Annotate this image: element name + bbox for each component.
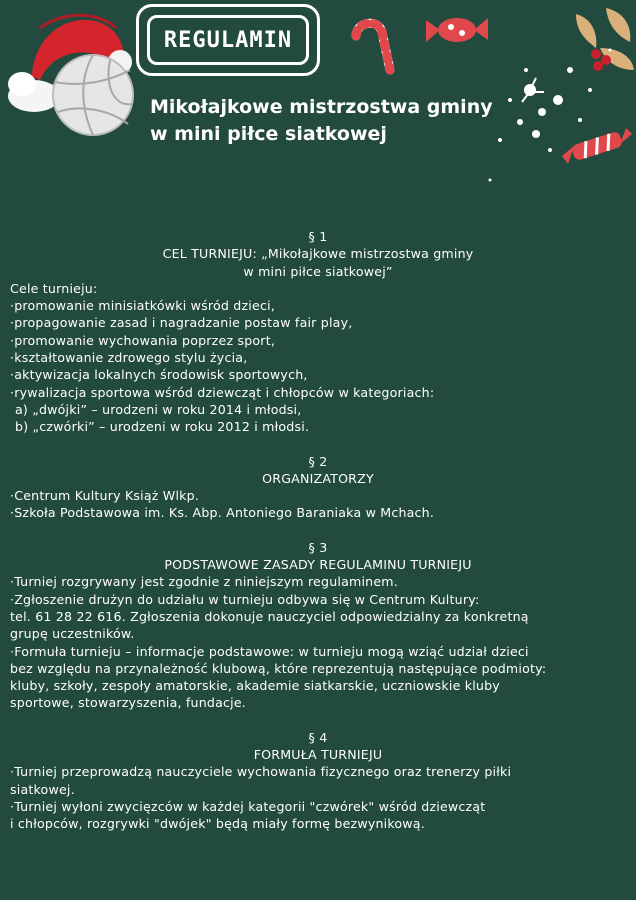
section-title: PODSTAWOWE ZASADY REGULAMINU TURNIEJU [164,557,472,573]
list-item: ·Turniej wyłoni zwycięzców w każdej kategorii "czwórek" wśród dziewcząt [10,798,486,814]
section-title: CEL TURNIEJU: „Mikołajkowe mistrzostwa gminy [162,246,474,262]
section-number: § 4 [308,729,328,745]
list-item: ·aktywizacja lokalnych środowisk sportowych, [10,367,308,383]
section-title: w mini piłce siatkowej” [243,263,393,279]
section-number: § 1 [308,229,328,244]
list-item: b) „czwórki” – urodzeni w roku 2012 i młodsi. [15,419,310,435]
list-item: ·Centrum Kultury Książ Wlkp. [10,488,200,504]
list-item: ·Szkoła Podstawowa im. Ks. Abp. Antoniego Baraniaka w Mchach. [10,505,435,521]
list-item: kluby, szkoły, zespoły amatorskie, akademie siatkarskie, uczniowskie kluby [10,678,500,694]
list-item: ·Turniej rozgrywany jest zgodnie z niniejszym regulaminem. [10,574,398,590]
section-3 [10,539,626,712]
section-number: § 3 [308,539,328,555]
list-item: Cele turnieju: [10,280,98,296]
list-item: ·promowanie wychowania poprzez sport, [10,332,276,348]
title-frame-inner [147,15,309,65]
list-item: siatkowej. [10,781,75,797]
section-title: ORGANIZATORZY [262,470,374,486]
list-item: bez względu na przynależność klubową, które reprezentują następujące podmioty: [10,660,547,676]
list-item: ·Zgłoszenie drużyn do udziału w turnieju odbywa się w Centrum Kultury: [10,591,480,607]
list-item: ·Formuła turnieju – informacje podstawowe: w turnieju mogą wziąć udział dzieci [10,643,529,659]
regulation-content [10,228,626,833]
subtitle-line: Mikołajkowe mistrzostwa gminy [150,96,493,118]
volleyball-icon [50,52,136,138]
list-item: ·kształtowanie zdrowego stylu życia, [10,350,248,366]
section-1 [10,228,626,436]
list-item: a) „dwójki” – urodzeni w roku 2014 i młodsi, [15,401,302,417]
list-item: i chłopców, rozgrywki "dwójek" będą miały formę bezwynikową. [10,816,425,832]
section-number: § 2 [308,453,328,469]
list-item: tel. 61 28 22 616. Zgłoszenia dokonuje nauczyciel odpowiedzialny za konkretną [10,608,529,624]
candy-icon [560,128,634,168]
list-item: sportowe, stowarzyszenia, fundacje. [10,695,247,711]
section-4 [10,729,626,833]
page-title: REGULAMIN [163,27,293,53]
list-item: ·propagowanie zasad i nagradzanie postaw fair play, [10,315,353,331]
list-item: grupę uczestników. [10,626,135,642]
section-title: FORMUŁA TURNIEJU [253,747,383,763]
list-item: ·rywalizacja sportowa wśród dziewcząt i chłopców w kategoriach: [10,384,435,400]
title-frame [136,4,320,76]
section-2 [10,453,626,522]
subtitle-line: w mini piłce siatkowej [150,123,387,145]
list-item: ·Turniej przeprowadzą nauczyciele wychowania fizycznego oraz trenerzy piłki [10,764,512,780]
candy-cane-icon [344,14,400,78]
page-subtitle [150,94,510,148]
list-item: ·promowanie minisiatkówki wśród dzieci, [10,298,275,314]
